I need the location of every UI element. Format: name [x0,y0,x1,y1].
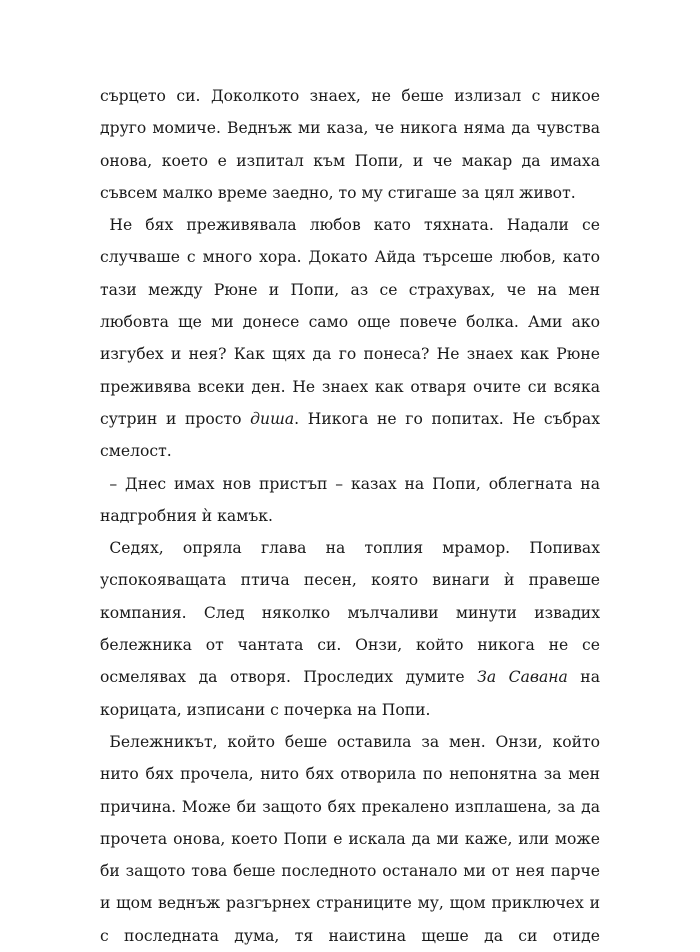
paragraph-4-text-after: на корицата, изписани с почерка на Попи. [100,668,601,719]
paragraph-5 [100,726,600,952]
paragraph-4-text-before: Седях, опряла глава на топлия мрамор. Попивах успокояващата птича песен, която винаги ѝ правеше компания. След няколко мълчаливи минути извадих бележника от чантата си. Онзи, който никога не се осмелявах да отворя. Проследих думите [100,539,600,687]
paragraph-5-text: Бележникът, който беше оставила за мен. Онзи, който нито бях прочела, нито бях отворила по непонятна за мен причина. Може би защото бях прекалено изплашена, за да прочета онова, което Попи е искала да ми каже, или може би защото това беше последното останало ми от нея парче и щом веднъж разгърнех страниците му, щом приключех и с последната дума, тя наистина щеше да си отиде [100,732,600,945]
paragraph-3-dialogue [100,468,600,533]
paragraph-4-italic-title: За Савана [477,668,568,687]
paragraph-1-text: сърцето си. Доколкото знаех, не беше излизал с никое друго момиче. Веднъж ми каза, че никога няма да чувства онова, което е изпитал към Попи, и че макар да имаха съвсем малко време заедно, то му стигаше за цял живот. [100,87,600,202]
paragraph-1 [100,80,600,209]
book-page [100,80,600,952]
paragraph-2-text-before: Не бях преживявала любов като тяхната. Надали се случваше с много хора. Докато Айда търсеше любов, като тази между Рюне и Попи, аз се страхувах, че на мен любовта ще ми донесе само още повече болка. Ами ако изгубех и нея? Как щях да го понеса? Не знаех как Рюне преживява всеки ден. Не знаех как отваря очите си всяка сутрин и просто [100,216,600,428]
paragraph-2 [100,209,600,467]
paragraph-3-text: – Днес имах нов пристъп – казах на Попи, облегната на надгробния ѝ камък. [100,474,600,525]
paragraph-2-text-after: . Никога не го попитах. Не събрах смелост. [100,409,600,461]
paragraph-4 [100,532,600,726]
paragraph-2-italic-word: диша [250,409,295,428]
